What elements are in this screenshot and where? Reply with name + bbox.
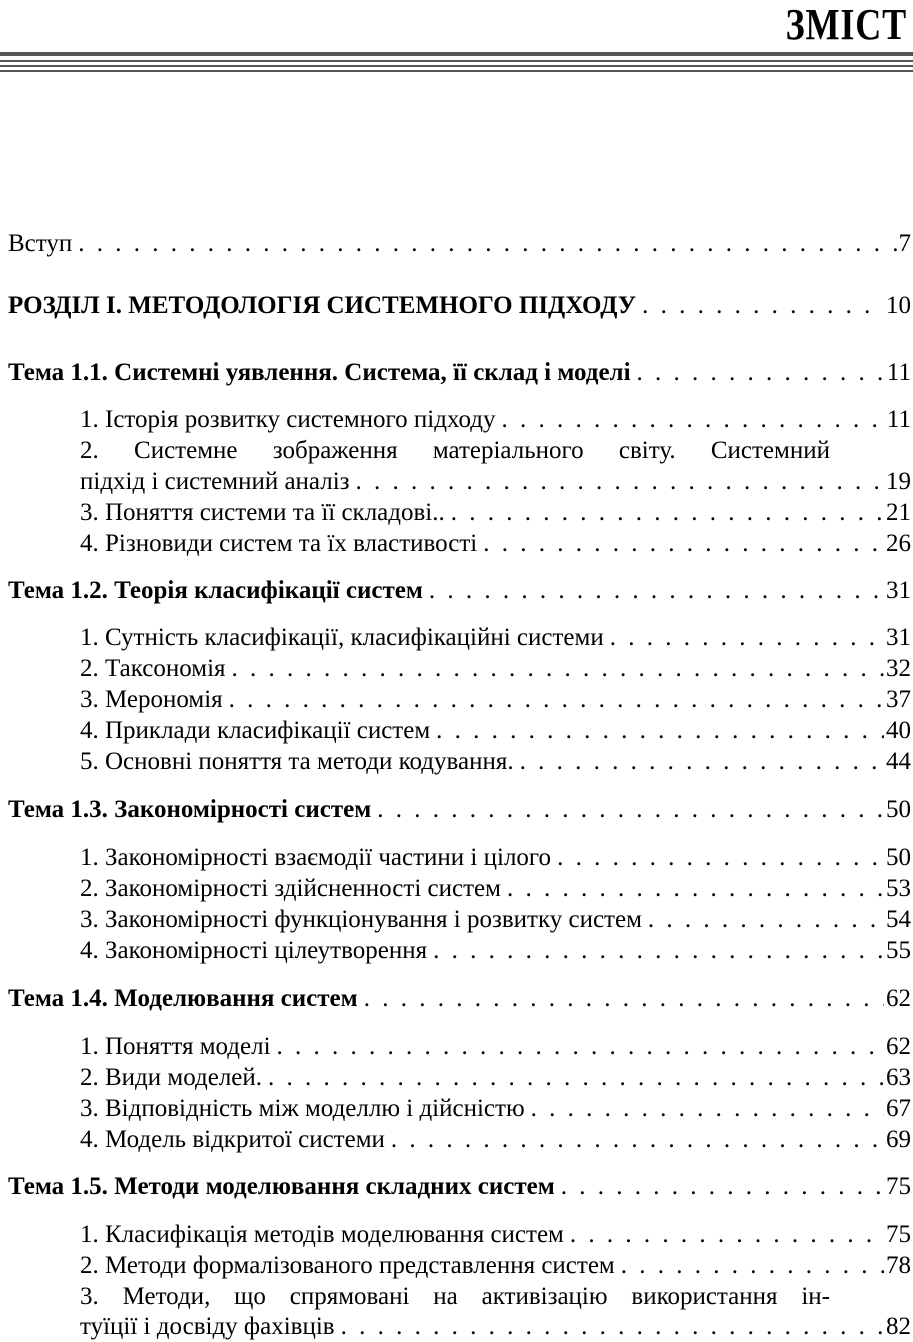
toc-leader-dots [531,1093,884,1124]
toc-leader-dots [364,983,884,1014]
toc-entry-page: 11 [886,359,911,386]
heading-rule-4 [0,70,913,72]
toc-entry [80,1124,911,1155]
toc-entry-page: 67 [886,1095,911,1122]
toc-entry [80,653,911,684]
toc-entry-title: 3. Закономірності функціонування і розвитку систем [80,906,642,933]
toc-entry-page: 31 [886,577,911,604]
toc-leader-dots [433,935,884,966]
toc-entry-page: 44 [886,748,911,775]
toc-entry-page: 54 [886,906,911,933]
toc-entry-page: 62 [886,1033,911,1060]
toc-leader-dots [268,1062,884,1093]
toc-entry [80,1031,911,1062]
toc-leader-dots [507,873,884,904]
toc-entry [8,228,911,259]
toc-leader-dots [557,842,884,873]
toc-entry [80,528,911,559]
toc-entry-page: 75 [886,1173,911,1200]
toc-entry-title: 5. Основні поняття та методи кодування. [80,748,514,775]
toc-entry [80,466,911,497]
toc-entry [80,622,911,653]
toc-entry-title-line2: туїції і досвіду фахівців [80,1313,335,1340]
toc-entry-page: 37 [886,686,911,713]
toc-entry-title: Тема 1.1. Системні уявлення. Система, її склад і моделі [8,359,631,386]
toc-leader-dots [356,466,884,497]
heading-rule-2 [0,60,913,62]
toc-leader-dots [570,1219,884,1250]
toc-section-heading [8,290,911,321]
toc-entry-title: 2. Види моделей. [80,1064,263,1091]
toc-entry [80,1093,911,1124]
toc-entry-title: 4. Приклади класифікації систем [80,717,431,744]
toc-entry-page: 69 [886,1126,911,1153]
toc-entry-title: 1. Класифікація методів моделювання систем [80,1221,564,1248]
toc-entry [80,684,911,715]
toc-leader-dots [483,528,884,559]
toc-leader-dots [648,904,884,935]
toc-leader-dots [621,1250,884,1281]
toc-leader-dots [561,1171,884,1202]
toc-entry [80,935,911,966]
toc-entry-page: 75 [886,1221,911,1248]
toc-leader-dots [502,404,885,435]
toc-entry-title: Тема 1.3. Закономірності систем [8,796,372,823]
toc-entry-page: 10 [886,292,911,319]
toc-entry-title: 1. Поняття моделі [80,1033,271,1060]
heading-rule-1 [0,52,913,56]
toc-entry-page: 40 [886,717,911,744]
toc-leader-dots [341,1311,884,1342]
toc-entry-title: Вступ [8,230,73,257]
toc-entry-page: 82 [886,1313,911,1340]
toc-entry [80,873,911,904]
heading-rule-3 [0,65,913,67]
toc-entry [80,1311,911,1342]
toc-topic-heading [8,794,911,825]
toc-entry-title: 1. Закономірності взаємодії частини і цілого [80,844,552,871]
toc-entry-title: 2. Методи формалізованого представлення систем [80,1252,615,1279]
toc-entry-page: 11 [886,406,911,433]
toc-entry-page: 62 [886,985,911,1012]
toc-entry-page: 26 [886,530,911,557]
toc-entry-title: Тема 1.2. Теорія класифікації систем [8,577,423,604]
toc-leader-dots [391,1124,884,1155]
toc-entry-title: 4. Модель відкритої системи [80,1126,385,1153]
toc-entry-page: 21 [886,499,911,526]
toc-leader-dots [637,357,885,388]
toc-entry [80,1219,911,1250]
toc-entry-title-line1: 3. Методи, що спрямовані на активізацію використання ін- [80,1283,830,1310]
toc-entry-title: 3. Поняття системи та її складові.. [80,499,445,526]
toc-entry-title: Тема 1.5. Методи моделювання складних систем [8,1173,555,1200]
toc-entry [80,904,911,935]
toc-entry-page: 63 [886,1064,911,1091]
toc-entry-page: 50 [886,796,911,823]
toc-entry-title: РОЗДІЛ І. МЕТОДОЛОГІЯ СИСТЕМНОГО ПІДХОДУ [8,292,637,319]
toc-leader-dots [277,1031,884,1062]
toc-leader-dots [451,497,884,528]
toc-leader-dots [642,290,884,321]
toc-topic-heading [8,357,911,388]
toc-entry-title: 3. Мерономія [80,686,223,713]
toc-entry [80,1250,911,1281]
toc-entry-page: 31 [886,624,911,651]
toc-entry-title: 2. Закономірності здійсненності систем [80,875,501,902]
toc-entry [80,746,911,777]
toc-leader-dots [610,622,884,653]
toc-entry-title: 1. Сутність класифікації, класифікаційні системи [80,624,604,651]
toc-entry [80,404,911,435]
toc-entry-page: 53 [886,875,911,902]
toc-entry-title: 4. Різновиди систем та їх властивості [80,530,478,557]
toc-entry-title: Тема 1.4. Моделювання систем [8,985,358,1012]
toc-entry-page: 55 [886,937,911,964]
toc-entry [80,842,911,873]
toc-topic-heading [8,575,911,606]
toc-entry-title: 2. Таксономія [80,655,226,682]
toc-topic-heading [8,1171,911,1202]
toc-entry-page: 32 [886,655,911,682]
toc-entry-title-line2: підхід і системний аналіз [80,468,350,495]
toc-entry-title: 3. Відповідність між моделлю і дійсністю [80,1095,525,1122]
toc-leader-dots [429,575,884,606]
toc-entry-page: 78 [886,1252,911,1279]
toc-leader-dots [78,228,896,259]
page-heading: ЗМІСТ [785,0,907,49]
toc-entry-page: 19 [886,468,911,495]
toc-leader-dots [229,684,884,715]
toc-entry-title: 1. Історія розвитку системного підходу [80,406,496,433]
toc-entry-title-line1: 2. Системне зображення матеріального світу. Системний [80,437,830,464]
toc-leader-dots [232,653,884,684]
toc-leader-dots [436,715,884,746]
toc-entry-title: 4. Закономірності цілеутворення [80,937,428,964]
toc-entry [80,497,911,528]
toc-topic-heading [8,983,911,1014]
toc-entry-page: 50 [886,844,911,871]
toc-entry-page: 7 [898,230,911,257]
toc-leader-dots [377,794,884,825]
toc-entry [80,1062,911,1093]
toc-entry [80,715,911,746]
toc-leader-dots [520,746,884,777]
